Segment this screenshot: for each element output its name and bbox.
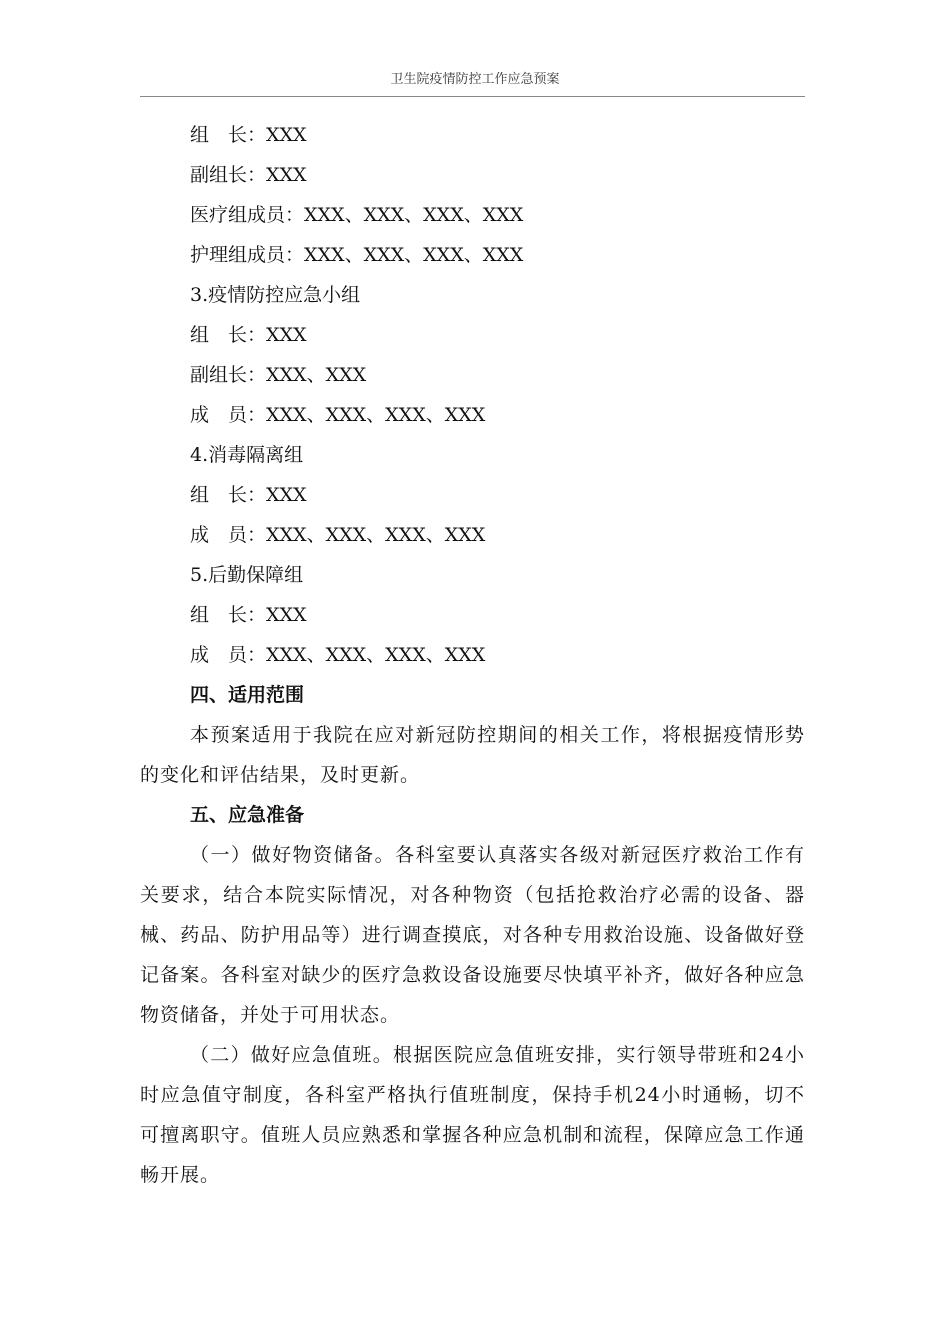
- logistics-group-leader: 组 长：XXX: [190, 604, 307, 626]
- epidemic-control-group-deputy-leader: 副组长：XXX、XXX: [190, 364, 367, 386]
- epidemic-control-group-leader: 组 长：XXX: [190, 324, 307, 346]
- logistics-group-heading: 5.后勤保障组: [190, 564, 304, 586]
- nursing-group-members: 护理组成员：XXX、XXX、XXX、XXX: [190, 244, 524, 266]
- duty-paragraph: （二）做好应急值班。根据医院应急值班安排，实行领导带班和24小时应急值守制度，各科室严格执行值班制度，保持手机24小时通畅，切不可擅离职守。值班人员应熟悉和掌握各种应急机制和流程，保障应急工作通畅开展。: [140, 1044, 805, 1186]
- supplies-paragraph: （一）做好物资储备。各科室要认真落实各级对新冠医疗救治工作有关要求，结合本院实际情况，对各种物资（包括抢救治疗必需的设备、器械、药品、防护用品等）进行调查摸底，对各种专用救治设施、设备做好登记备案。各科室对缺少的医疗急救设备设施要尽快填平补齐，做好各种应急物资储备，并处于可用状态。: [140, 844, 805, 1026]
- disinfection-group-leader: 组 长：XXX: [190, 484, 307, 506]
- disinfection-group-members: 成 员：XXX、XXX、XXX、XXX: [190, 524, 486, 546]
- medical-group-members: 医疗组成员：XXX、XXX、XXX、XXX: [190, 204, 524, 226]
- section-heading-preparation: 五、应急准备: [190, 804, 305, 826]
- medical-group-deputy-leader: 副组长：XXX: [190, 164, 307, 186]
- page-header-title: 卫生院疫情防控工作应急预案: [390, 72, 560, 87]
- epidemic-control-group-heading: 3.疫情防控应急小组: [190, 284, 361, 306]
- logistics-group-members: 成 员：XXX、XXX、XXX、XXX: [190, 644, 486, 666]
- document-body: [140, 115, 805, 1195]
- scope-paragraph: 本预案适用于我院在应对新冠防控期间的相关工作，将根据疫情形势的变化和评估结果，及时更新。: [140, 724, 805, 786]
- disinfection-group-heading: 4.消毒隔离组: [190, 444, 304, 466]
- header-divider: [140, 96, 805, 97]
- section-heading-scope: 四、适用范围: [190, 684, 305, 706]
- epidemic-control-group-members: 成 员：XXX、XXX、XXX、XXX: [190, 404, 486, 426]
- medical-group-leader: 组 长：XXX: [190, 124, 307, 146]
